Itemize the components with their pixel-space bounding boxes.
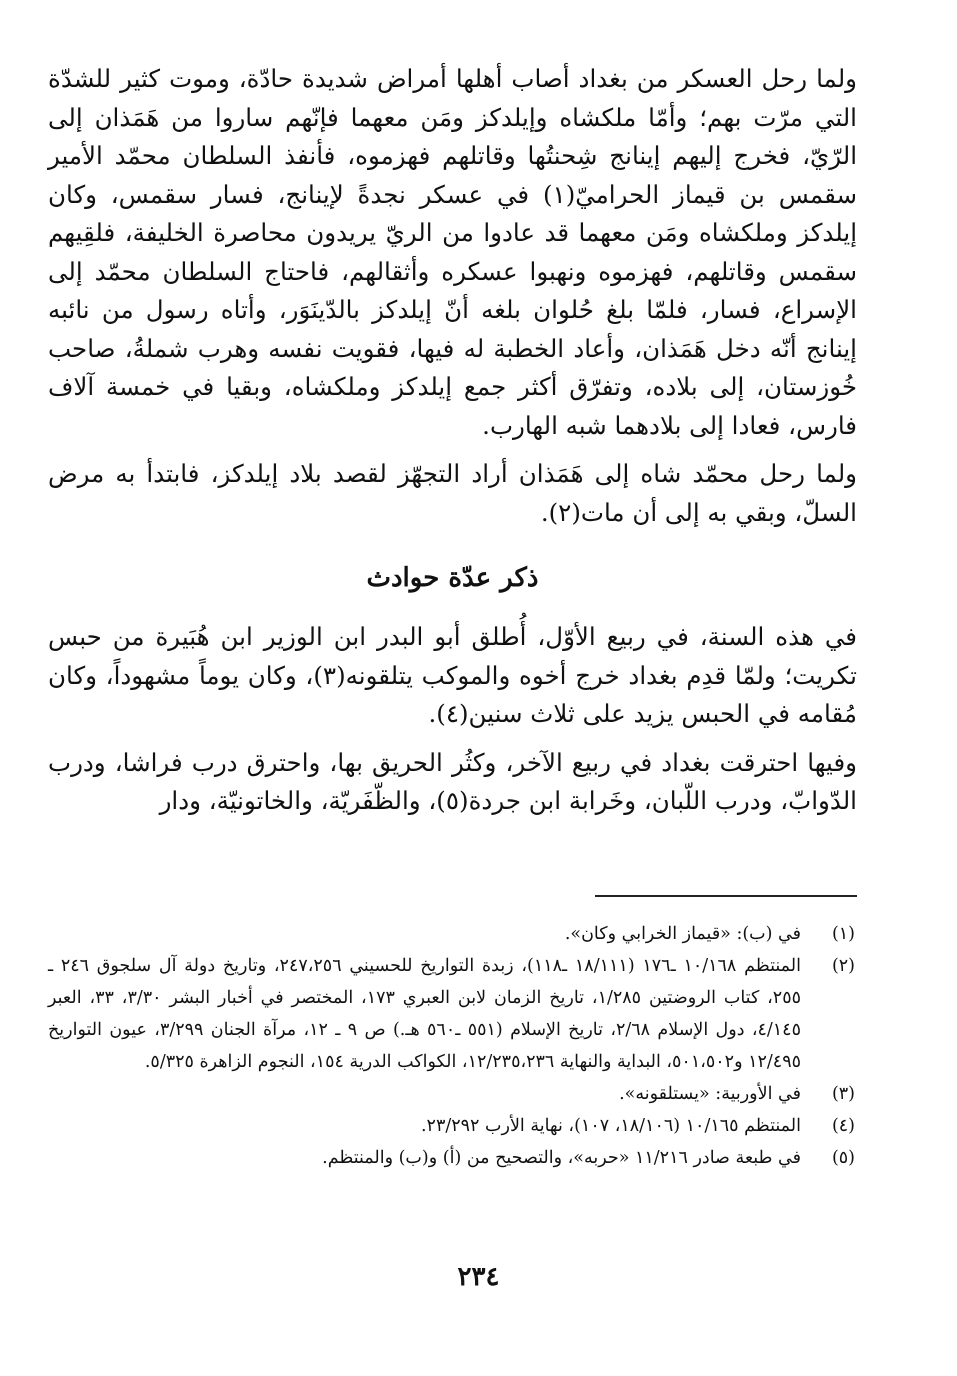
footnote xyxy=(48,1142,857,1174)
footnote-number: (١) xyxy=(831,924,855,944)
paragraph-1: ولما رحل العسكر من بغداد أصاب أهلها أمراض شديدة حادّة، وموت كثير للشدّة التي مرّت بهم؛ وأمّا ملكشاه وإيلدكز ومَن معهما فإنّهم ساروا من هَمَذان إلى الرّيّ، فخرج إليهم إينانج شِحنتُها وقاتلهم فهزموه، فأنفذ السلطان محمّد الأمير سقمس بن قيماز الحراميّ(١) في عسكر نجدةً لإينانج، فسار سقمس، وكان إيلدكز وملكشاه ومَن معهما قد عادوا من الريّ يريدون محاصرة الخليفة، فلقِيهم سقمس وقاتلهم، فهزموه ونهبوا عسكره وأثقالهم، فاحتاج السلطان محمّد إلى الإسراع، فسار، فلمّا بلغ حُلوان بلغه أنّ إيلدكز بالدّينَوَر، وأتاه رسول من نائبه إينانج أنّه دخل هَمَذان، وأعاد الخطبة له فيها، فقويت نفسه وهرب شملةُ، صاحب خُوزستان، إلى بلاده، وتفرّق أكثر جمع إيلدكز وملكشاه، وبقيا في خمسة آلاف فارس، فعادا إلى بلادهما شبه الهارب. xyxy=(48,64,858,440)
footnote-text: المنتظم ١٠/١٦٨ ـ١٧٦ (١٨/١١١ ـ١١٨)، زبدة التواريخ للحسيني ٢٤٧،٢٥٦، وتاريخ دولة آل سلجوق ٢٤٦ ـ ٢٥٥، كتاب الروضتين ١/٢٨٥، تاريخ الزمان لابن العبري ١٧٣، المختصر في أخبار البشر ٣/٣٠، ٣٣، العبر ٤/١٤٥، دول الإسلام ٢/٦٨، تاريخ الإسلام (٥٥١ ـ٥٦٠ هـ.) ص ٩ ـ ١٢، مرآة الجنان ٣/٢٩٩، عيون التواريخ ١٢/٤٩٥ و٥٠١،٥٠٢، البداية والنهاية ١٢/٢٣٥،٢٣٦، الكواكب الدرية ١٥٤، النجوم الزاهرة ٥/٣٢٥. xyxy=(48,956,801,1072)
paragraph-4: وفيها احترقت بغداد في ربيع الآخر، وكثُر الحريق بها، واحترق درب فراشا، ودرب الدّوابّ، ودرب اللّبان، وخَرابة ابن جردة(٥)، والظّفَريّة، والخاتونيّة، ودار xyxy=(48,747,857,815)
footnote-number: (٢) xyxy=(831,956,855,976)
footnote-text: المنتظم ١٠/١٦٥ (١٨/١٠٦، ١٠٧)، نهاية الأرب ٢٣/٢٩٢. xyxy=(420,1116,801,1136)
paragraph-3: في هذه السنة، في ربيع الأوّل، أُطلق أبو البدر ابن الوزير ابن هُبَيرة من حبس تكريت؛ ولمّا قدِم بغداد خرج أخوه والموكب يتلقونه(٣)، وكان يوماً مشهوداً، وكان مُقامه في الحبس يزيد على ثلاث سنين(٤). xyxy=(48,622,857,728)
footnote xyxy=(48,1110,857,1142)
footnote xyxy=(48,950,857,1078)
footnote-text: في الأوربية: «يستلقونه». xyxy=(619,1084,801,1104)
footnote xyxy=(48,918,857,950)
footnote-number: (٤) xyxy=(831,1116,855,1136)
footnote-number: (٣) xyxy=(831,1084,855,1104)
footnote-divider xyxy=(595,895,857,897)
section-heading: ذكر عدّة حوادث xyxy=(366,563,539,593)
footnotes xyxy=(48,918,857,1174)
footnote xyxy=(48,1078,857,1110)
paragraph-2: ولما رحل محمّد شاه إلى هَمَذان أراد التجهّز لقصد بلاد إيلدكز، فابتدأ به مرض السلّ، وبقي به إلى أن مات(٢). xyxy=(48,459,857,527)
main-text xyxy=(48,60,857,821)
page-number: ٢٣٤ xyxy=(457,1262,500,1292)
footnote-text: في طبعة صادر ١١/٢١٦ «حربه»، والتصحيح من (أ) و(ب) والمنتظم. xyxy=(322,1148,801,1168)
footnote-text: في (ب): «قيماز الخرابي وكان». xyxy=(564,924,801,944)
footnote-number: (٥) xyxy=(831,1148,855,1168)
